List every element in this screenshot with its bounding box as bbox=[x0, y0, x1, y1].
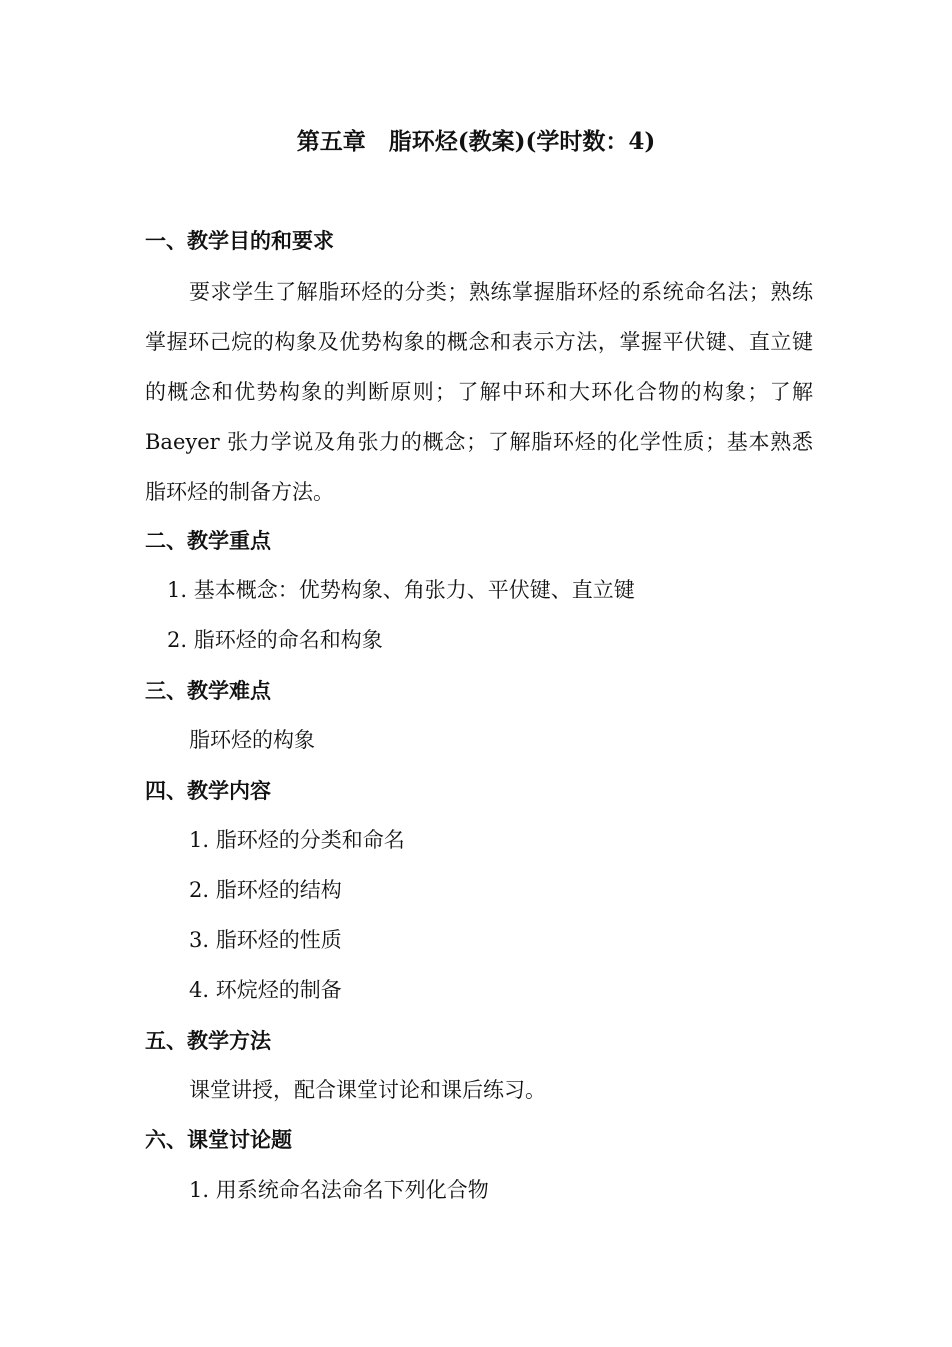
methods-text: 课堂讲授，配合课堂讨论和课后练习。 bbox=[189, 1078, 546, 1102]
objectives-paragraph: 要求学生了解脂环烃的分类；熟练掌握脂环烃的系统命名法；熟练掌握环己烷的构象及优势构象的概念和表示方法，掌握平伏键、直立键的概念和优势构象的判断原则；了解中环和大环化合物的构象；了解 Baeyer 张力学说及角张力的概念；了解脂环烃的化学性质；基本熟悉脂环烃的制备方法。 bbox=[145, 280, 813, 504]
section-heading-discussion: 六、课堂讨论题 bbox=[145, 1127, 292, 1152]
section-heading-difficulties: 三、教学难点 bbox=[145, 678, 271, 703]
section-heading-key-points: 二、教学重点 bbox=[145, 528, 271, 553]
key-point-item: 2. 脂环烃的命名和构象 bbox=[167, 628, 383, 652]
section-heading-methods: 五、教学方法 bbox=[145, 1028, 271, 1053]
discussion-item: 1. 用系统命名法命名下列化合物 bbox=[189, 1178, 489, 1202]
section-heading-objectives: 一、教学目的和要求 bbox=[145, 228, 334, 253]
content-item: 3. 脂环烃的性质 bbox=[189, 928, 342, 952]
content-item: 1. 脂环烃的分类和命名 bbox=[189, 828, 405, 852]
section-heading-content: 四、教学内容 bbox=[145, 778, 271, 803]
key-point-item: 1. 基本概念：优势构象、角张力、平伏键、直立键 bbox=[167, 578, 635, 602]
difficulty-text: 脂环烃的构象 bbox=[189, 728, 315, 752]
content-item: 4. 环烷烃的制备 bbox=[189, 978, 342, 1002]
chapter-title: 第五章 脂环烃(教案)(学时数：4) bbox=[296, 128, 656, 155]
content-item: 2. 脂环烃的结构 bbox=[189, 878, 342, 902]
